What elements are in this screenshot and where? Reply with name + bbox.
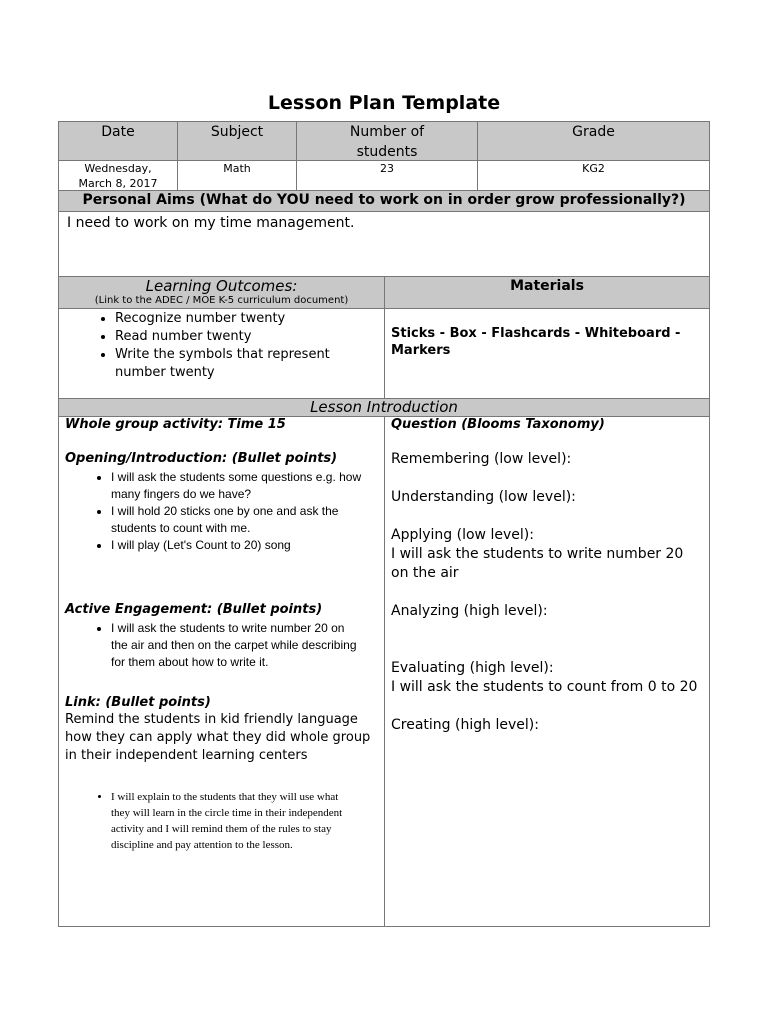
- value-date: [58, 160, 178, 191]
- value-students-text: 23: [380, 162, 394, 175]
- opening-heading: Opening/Introduction: (Bullet points): [65, 451, 338, 466]
- applying-text: I will ask the students to write number 20 on the air: [391, 546, 684, 581]
- header-grade: [477, 121, 710, 161]
- engagement-heading: Active Engagement: (Bullet points): [65, 602, 323, 617]
- applying-label: Applying (low level):: [391, 527, 534, 543]
- question-heading: Question (Blooms Taxonomy): [391, 417, 605, 432]
- link-list: [65, 789, 378, 853]
- lesson-left-column: [58, 416, 385, 927]
- materials-heading: [384, 276, 710, 309]
- list-item: • I will hold 20 sticks one by one and ask the students to count with me.: [111, 503, 376, 537]
- list-item: • I will explain to the students that they will use what they will learn in the circle time in their independent activity and I will remind them of the rules to stay discipline and pay attention to the lesson.: [111, 789, 356, 853]
- learning-outcomes-title: Learning Outcomes:: [145, 277, 298, 295]
- list-item: • Recognize number twenty: [115, 310, 370, 328]
- header-grade-label: Grade: [572, 124, 615, 140]
- lesson-intro-heading: [58, 398, 710, 417]
- list-item: • Read number twenty: [115, 328, 370, 346]
- understanding-label: Understanding (low level):: [391, 489, 576, 505]
- link-heading: Link: (Bullet points): [65, 695, 211, 710]
- header-date: [58, 121, 178, 161]
- analyzing-label: Analyzing (high level):: [391, 603, 548, 619]
- engagement-list: [65, 620, 378, 671]
- materials-text: Sticks - Box - Flashcards - Whiteboard - Markers: [391, 326, 681, 358]
- learning-outcomes-heading: [58, 276, 385, 309]
- link-text: Remind the students in kid friendly language how they can apply what they did whole group in their independent learning centers: [65, 712, 371, 763]
- header-students-label: Number of students: [349, 124, 425, 160]
- value-date-text: Wednesday, March 8, 2017: [78, 162, 158, 190]
- header-students: [296, 121, 478, 161]
- header-date-label: Date: [101, 124, 135, 140]
- list-item: • Write the symbols that represent number twenty: [115, 346, 370, 382]
- whole-group-activity: Whole group activity: Time 15: [65, 417, 286, 432]
- creating-label: Creating (high level):: [391, 717, 539, 733]
- header-subject-label: Subject: [210, 124, 264, 140]
- learning-outcomes-list: [59, 310, 384, 382]
- list-item: • I will ask the students to write number 20 on the air and then on the carpet while describing for them about how to write it.: [111, 620, 364, 671]
- value-grade-text: KG2: [582, 162, 605, 175]
- personal-aims-heading-text: Personal Aims (What do YOU need to work on in order grow professionally?): [82, 192, 686, 208]
- materials-heading-text: Materials: [510, 278, 584, 294]
- personal-aims-heading: [58, 190, 710, 212]
- personal-aims-text: I need to work on my time management.: [67, 215, 355, 231]
- learning-outcomes-box: [58, 308, 385, 399]
- materials-box: [384, 308, 710, 399]
- opening-list: [65, 469, 378, 554]
- learning-outcomes-subtitle: (Link to the ADEC / MOE K-5 curriculum document): [94, 295, 349, 306]
- list-item: • I will ask the students some questions e.g. how many fingers do we have?: [111, 469, 376, 503]
- value-subject: [177, 160, 297, 191]
- evaluating-text: I will ask the students to count from 0 to 20: [391, 679, 698, 695]
- value-students: [296, 160, 478, 191]
- personal-aims-box: [58, 211, 710, 277]
- page-title: Lesson Plan Template: [267, 92, 501, 114]
- value-subject-text: Math: [223, 162, 251, 175]
- lesson-right-column: [384, 416, 710, 927]
- lesson-intro-heading-text: Lesson Introduction: [310, 398, 458, 416]
- header-subject: [177, 121, 297, 161]
- value-grade: [477, 160, 710, 191]
- list-item: • I will play (Let's Count to 20) song: [111, 537, 376, 554]
- remembering-label: Remembering (low level):: [391, 451, 572, 467]
- evaluating-label: Evaluating (high level):: [391, 660, 554, 676]
